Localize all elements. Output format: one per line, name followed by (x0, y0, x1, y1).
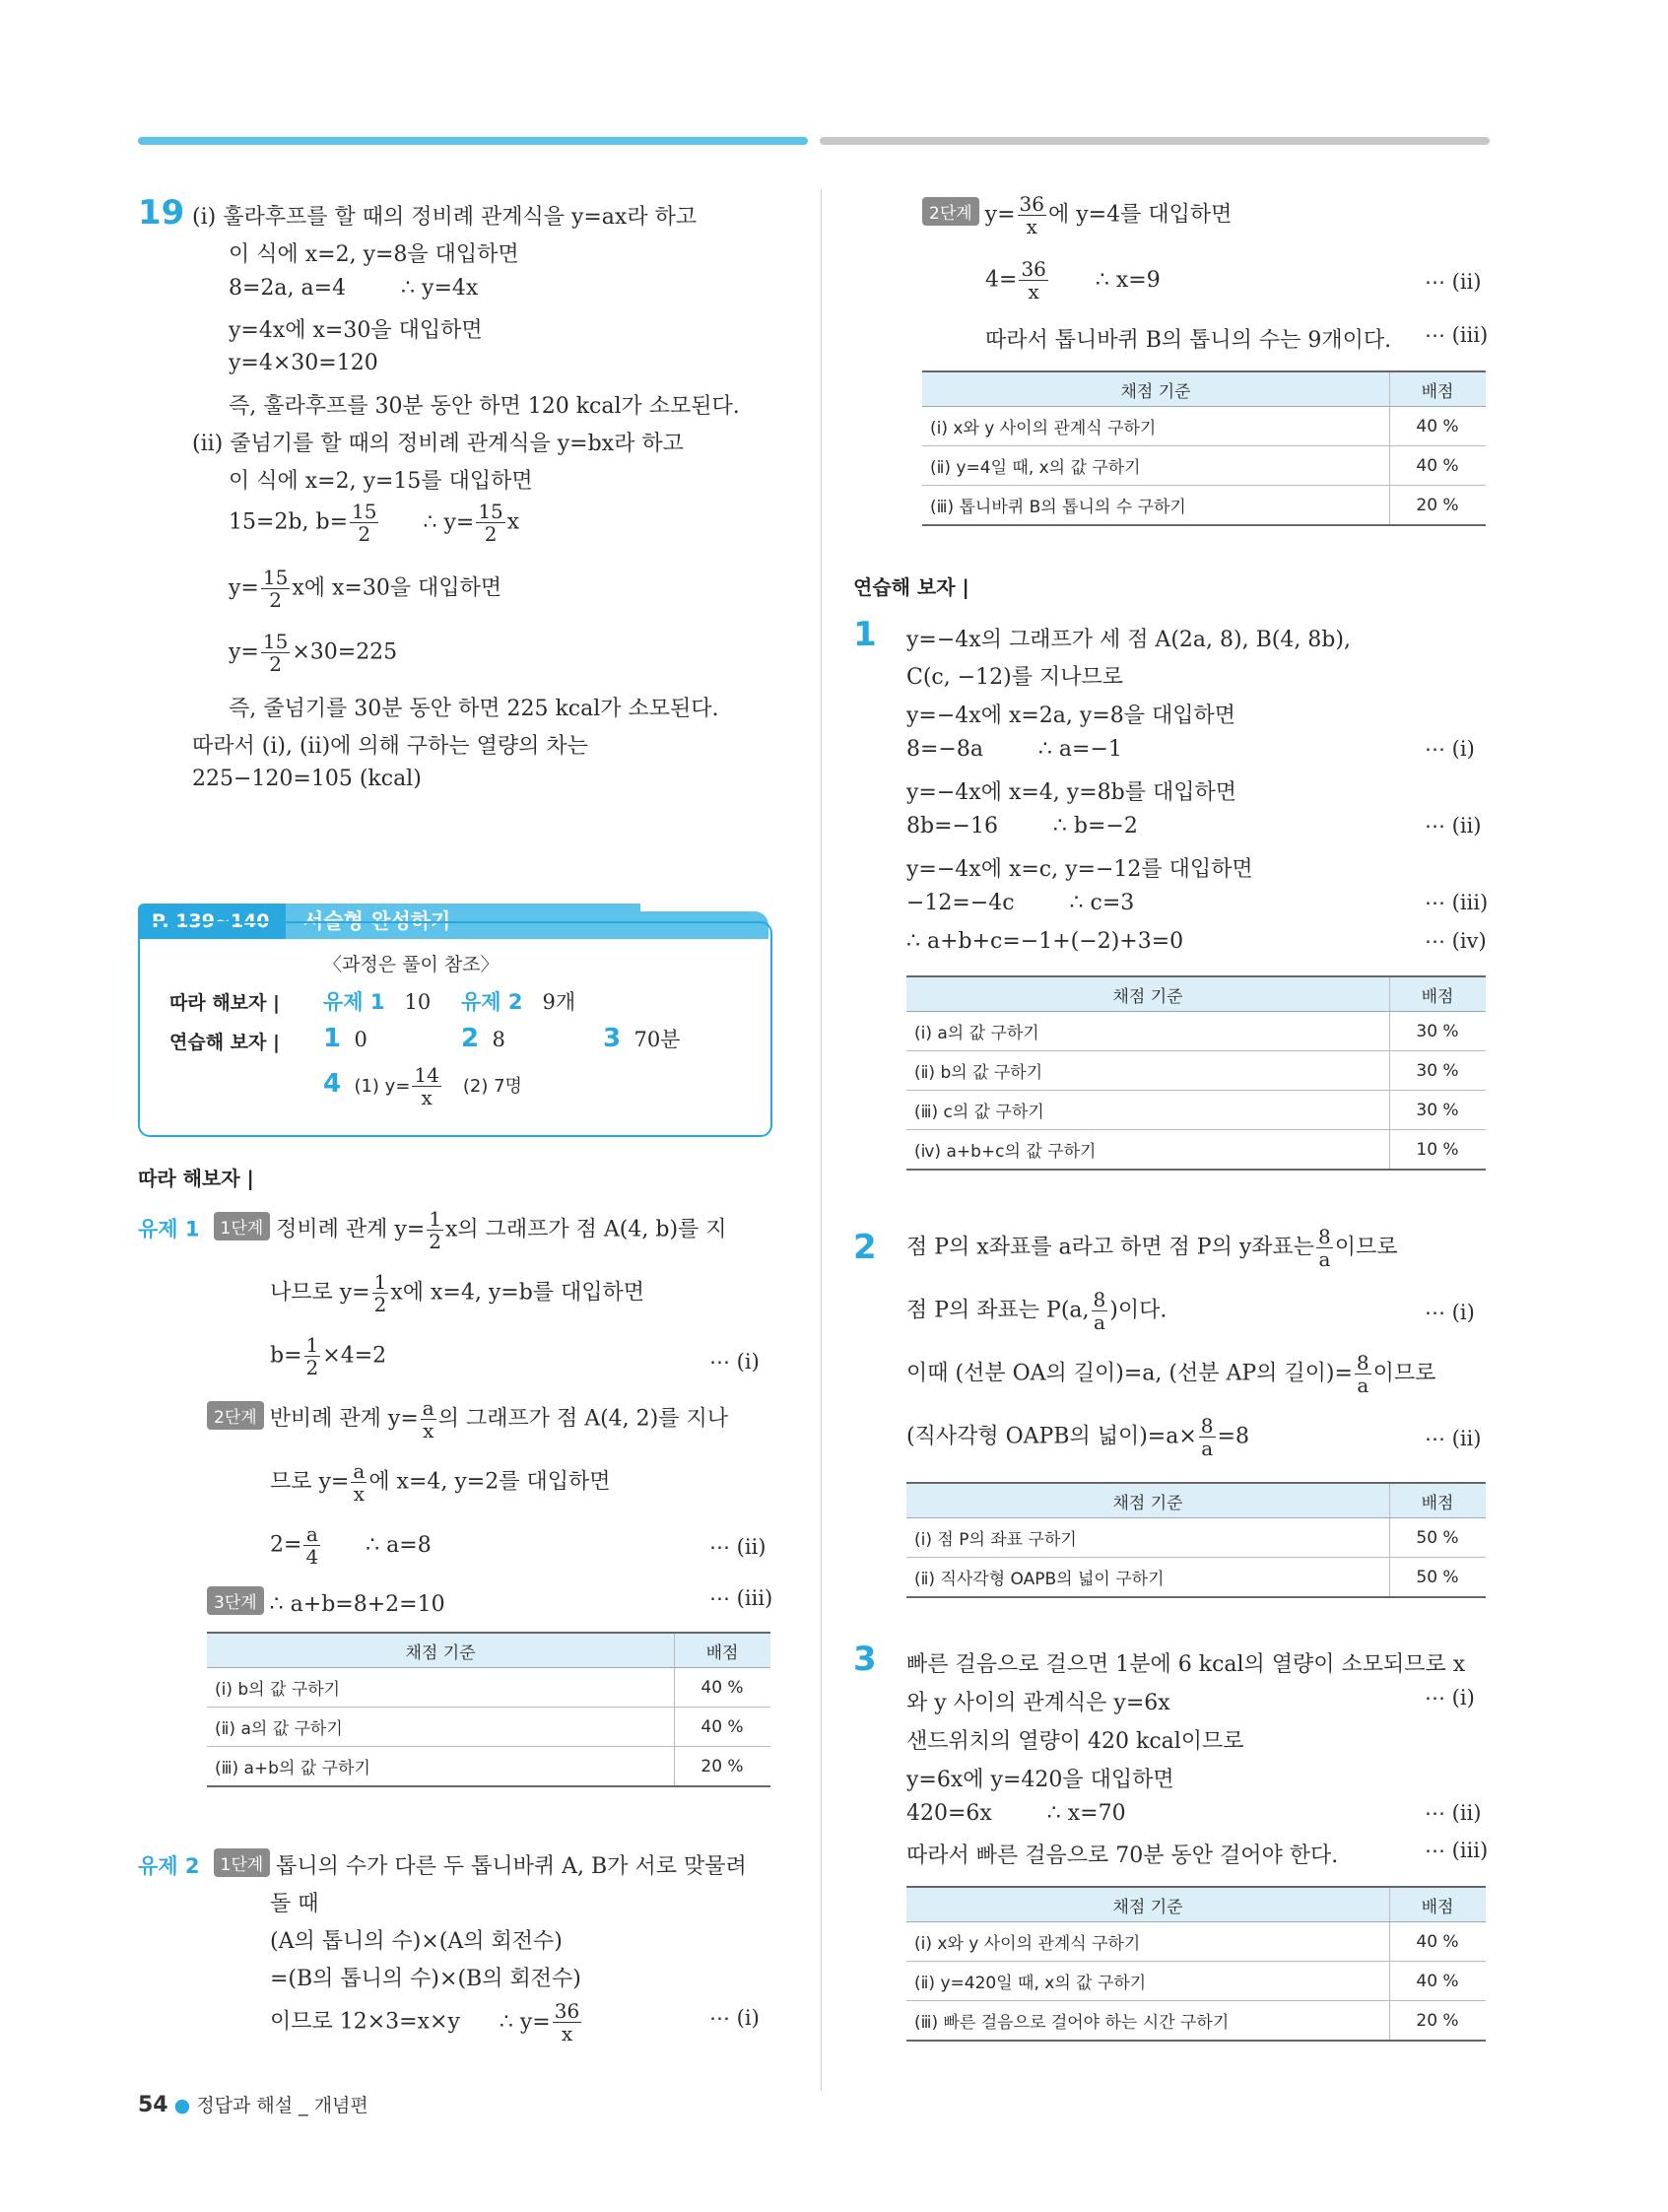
ex1-line-2: 나므로 y= $\frac{1}{2}$ x에 x=4, y=b를 대입하면 (270, 1270, 645, 1316)
ex2-line-3: (A의 톱니의 수)×(A의 회전수) (270, 1929, 563, 1954)
p1-mark: ⋯ (ⅰ) (1425, 737, 1475, 761)
q19-line: (ⅰ) 훌라후프를 할 때의 정비례 관계식을 y=ax라 하고 (192, 205, 698, 230)
q19-line-y: y= $\frac{15}{2}$ x에 x=30을 대입하면 (229, 566, 502, 612)
ex1-mark-1: ⋯ (ⅰ) (709, 1350, 760, 1374)
score-header: 배점 (1390, 976, 1487, 1012)
p1-line: 8b=−16 ∴ b=−2 (906, 814, 1138, 838)
p3-line: 샌드위치의 열량이 420 kcal이므로 (906, 1729, 1244, 1754)
p1-line: y=−4x의 그래프가 세 점 A(2a, 8), B(4, 8b), (906, 628, 1351, 652)
practice-number-1: 1 (853, 615, 877, 654)
p1-line: y=−4x에 x=4, y=8b를 대입하면 (906, 780, 1236, 805)
p2-mark: ⋯ (ⅱ) (1425, 1427, 1482, 1450)
p2-line-2: 점 P의 좌표는 P(a, $\frac{8}{a}$ )이다. (906, 1288, 1168, 1334)
summary-ex2: 유제 2 9개 (461, 990, 576, 1014)
p2-line-1: 점 P의 x좌표를 a라고 하면 점 P의 y좌표는 $\frac{8}{a}$ 이므로 (906, 1225, 1398, 1271)
p1-line: ∴ a+b+c=−1+(−2)+3=0 (906, 929, 1184, 954)
ex2-line-2: 돌 때 (270, 1892, 319, 1916)
table-row: (ⅰ) b의 값 구하기 40 % (207, 1668, 770, 1708)
ex1-mark-3: ⋯ (ⅲ) (709, 1586, 773, 1610)
table-row: (ⅰ) a의 값 구하기 30 % (906, 1012, 1486, 1051)
ex1-line-7: 3단계 ∴ a+b=8+2=10 (207, 1586, 445, 1617)
table-row: (ⅰ) x와 y 사이의 관계식 구하기 40 % (906, 1922, 1486, 1962)
p2-line-3: 이때 (선분 OA의 길이)=a, (선분 AP의 길이)= $\frac{8}{a}$ 이므로 (906, 1351, 1436, 1397)
ex2-mark-3: ⋯ (ⅲ) (1425, 323, 1489, 347)
table-row: (ⅱ) 직사각형 OAPB의 넓이 구하기 50 % (906, 1558, 1486, 1598)
ex2-line-8: 따라서 톱니바퀴 B의 톱니의 수는 9개이다. (985, 328, 1392, 353)
q19-line: 이 식에 x=2, y=15를 대입하면 (229, 469, 533, 494)
q19-line: 이 식에 x=2, y=8을 대입하면 (229, 242, 519, 267)
table-row: (ⅱ) y=420일 때, x의 값 구하기 40 % (906, 1962, 1486, 2001)
summary-title: 서술형 완성하기 (286, 904, 640, 939)
p1-line: C(c, −12)를 지나므로 (906, 665, 1123, 690)
q19-line: 따라서 (ⅰ), (ⅱ)에 의해 구하는 열량의 차는 (192, 734, 588, 759)
p2-grading-table (906, 1482, 1486, 1598)
table-row: (ⅲ) a+b의 값 구하기 20 % (207, 1747, 770, 1787)
criteria-header: 채점 기준 (906, 1483, 1390, 1518)
ex2-grading-table (922, 370, 1486, 526)
ex2-mark-2: ⋯ (ⅱ) (1425, 270, 1482, 294)
p3-mark: ⋯ (ⅰ) (1425, 1686, 1475, 1709)
column-divider (821, 189, 822, 2091)
q19-line: 8=2a, a=4 ∴ y=4x (229, 276, 479, 301)
ex2-line-7: 4= $\frac{36}{x}$ ∴ x=9 (985, 257, 1161, 303)
p1-mark: ⋯ (ⅳ) (1425, 929, 1487, 953)
p1-line: −12=−4c ∴ c=3 (906, 891, 1135, 915)
ex2-line-1: 유제 2 1단계 톱니의 수가 다른 두 톱니바퀴 A, B가 서로 맞물려 (138, 1848, 747, 1880)
criteria-header: 채점 기준 (922, 371, 1390, 407)
practice-label: 연습해 보자 | (169, 1032, 280, 1053)
footer-text: 정답과 해설 _ 개념편 (196, 2095, 368, 2116)
p1-line: y=−4x에 x=2a, y=8을 대입하면 (906, 704, 1235, 728)
step-badge: 2단계 (922, 197, 979, 226)
p3-line: 따라서 빠른 걸음으로 70분 동안 걸어야 한다. (906, 1843, 1339, 1868)
header-bar-left (138, 137, 808, 145)
ex1-line-6: 2= $\frac{a}{4}$ ∴ a=8 (270, 1522, 432, 1569)
step-badge: 1단계 (214, 1212, 271, 1240)
page-range-label: P. 139~140 (138, 904, 286, 939)
follow-heading: 따라 해보자 | (138, 1167, 254, 1190)
p3-line: y=6x에 y=420을 대입하면 (906, 1768, 1174, 1792)
p3-mark: ⋯ (ⅲ) (1425, 1839, 1489, 1862)
summary-p3: 3 70분 (603, 1024, 681, 1053)
score-header: 배점 (1390, 1887, 1487, 1922)
follow-label: 따라 해보자 | (169, 992, 280, 1014)
p1-mark: ⋯ (ⅲ) (1425, 891, 1489, 914)
score-header: 배점 (675, 1633, 771, 1668)
table-row: (ⅱ) b의 값 구하기 30 % (906, 1051, 1486, 1091)
p2-mark: ⋯ (ⅰ) (1425, 1301, 1475, 1324)
p3-line: 와 y 사이의 관계식은 y=6x (906, 1691, 1170, 1715)
q19-line: 즉, 훌라후프를 30분 동안 하면 120 kcal가 소모된다. (229, 394, 740, 419)
ex2-line-5: 이므로 12×3=x×y ∴ y= $\frac{36}{x}$ (270, 1999, 580, 2045)
ex1-grading-table (207, 1632, 770, 1787)
ex1-line-5: 므로 y= $\frac{a}{x}$ 에 x=4, y=2를 대입하면 (270, 1459, 611, 1506)
q19-line: y=4×30=120 (229, 351, 378, 375)
p3-line: 빠른 걸음으로 걸으면 1분에 6 kcal의 열량이 소모되므로 x (906, 1652, 1466, 1677)
summary-p1: 1 0 (323, 1024, 367, 1053)
p1-grading-table (906, 975, 1486, 1171)
table-row: (ⅰ) 점 P의 좌표 구하기 50 % (906, 1518, 1486, 1558)
table-row: (ⅲ) 빠른 걸음으로 걸어야 하는 시간 구하기 20 % (906, 2001, 1486, 2042)
step-badge: 1단계 (214, 1848, 271, 1877)
criteria-header: 채점 기준 (906, 976, 1390, 1012)
question-number-19: 19 (138, 193, 185, 233)
ex1-mark-2: ⋯ (ⅱ) (709, 1535, 767, 1559)
table-row: (ⅰ) x와 y 사이의 관계식 구하기 40 % (922, 407, 1486, 446)
header-bar-right (820, 137, 1490, 145)
table-row: (ⅲ) 톱니바퀴 B의 톱니의 수 구하기 20 % (922, 486, 1486, 526)
summary-note: 〈과정은 풀이 참조〉 (323, 954, 500, 975)
score-header: 배점 (1390, 371, 1487, 407)
p3-grading-table (906, 1886, 1486, 2042)
practice-heading: 연습해 보자 | (853, 575, 969, 599)
summary-p4: 4 (1) y= $\frac{14}{x}$ (2) 7명 (323, 1063, 522, 1109)
step-badge: 2단계 (207, 1401, 264, 1430)
p1-line: y=−4x에 x=c, y=−12를 대입하면 (906, 857, 1253, 882)
ex2-line-6: 2단계 y= $\frac{36}{x}$ 에 y=4를 대입하면 (922, 193, 1232, 237)
practice-number-3: 3 (853, 1640, 877, 1679)
ex1-line-4: 2단계 반비례 관계 y= $\frac{a}{x}$ 의 그래프가 점 A(4, 2)를 지나 (207, 1397, 728, 1441)
page-number: 54 (138, 2093, 168, 2117)
step-badge: 3단계 (207, 1586, 264, 1615)
q19-line: 225−120=105 (kcal) (192, 767, 422, 791)
ex1-line-1: 유제 1 1단계 정비례 관계 y= $\frac{1}{2}$ x의 그래프가 점 A(4, b)를 지 (138, 1207, 727, 1253)
q19-line: (ⅱ) 줄넘기를 할 때의 정비례 관계식을 y=bx라 하고 (192, 432, 684, 456)
ex2-line-4: =(B의 톱니의 수)×(B의 회전수) (270, 1967, 581, 1991)
summary-box (138, 921, 772, 1137)
p1-mark: ⋯ (ⅱ) (1425, 814, 1482, 838)
q19-line-y2: y= $\frac{15}{2}$ ×30=225 (229, 630, 398, 676)
p1-line: 8=−8a ∴ a=−1 (906, 737, 1122, 762)
q19-line-b: 15=2b, b= $\frac{15}{2}$ ∴ y= $\frac{15}{2}$ x (229, 500, 520, 546)
summary-ex1: 유제 1 10 (323, 990, 432, 1014)
criteria-header: 채점 기준 (906, 1887, 1390, 1922)
score-header: 배점 (1390, 1483, 1487, 1518)
summary-p2: 2 8 (461, 1024, 505, 1053)
ex1-line-3: b= $\frac{1}{2}$ ×4=2 (270, 1333, 387, 1379)
criteria-header: 채점 기준 (207, 1633, 675, 1668)
table-row: (ⅳ) a+b+c의 값 구하기 10 % (906, 1130, 1486, 1171)
table-row: (ⅱ) a의 값 구하기 40 % (207, 1708, 770, 1747)
q19-line: 즉, 줄넘기를 30분 동안 하면 225 kcal가 소모된다. (229, 697, 719, 721)
q19-line: y=4x에 x=30을 대입하면 (229, 318, 483, 343)
p3-mark: ⋯ (ⅱ) (1425, 1801, 1482, 1825)
bullet-dot-icon: ● (173, 2095, 191, 2116)
p2-line-4: (직사각형 OAPB의 넓이)=a× $\frac{8}{a}$ =8 (906, 1414, 1249, 1460)
table-row: (ⅱ) y=4일 때, x의 값 구하기 40 % (922, 446, 1486, 486)
ex2-mark-1: ⋯ (ⅰ) (709, 2006, 760, 2030)
page-footer (138, 2091, 368, 2117)
p3-line: 420=6x ∴ x=70 (906, 1801, 1126, 1826)
table-row: (ⅲ) c의 값 구하기 30 % (906, 1091, 1486, 1130)
practice-number-2: 2 (853, 1228, 877, 1267)
